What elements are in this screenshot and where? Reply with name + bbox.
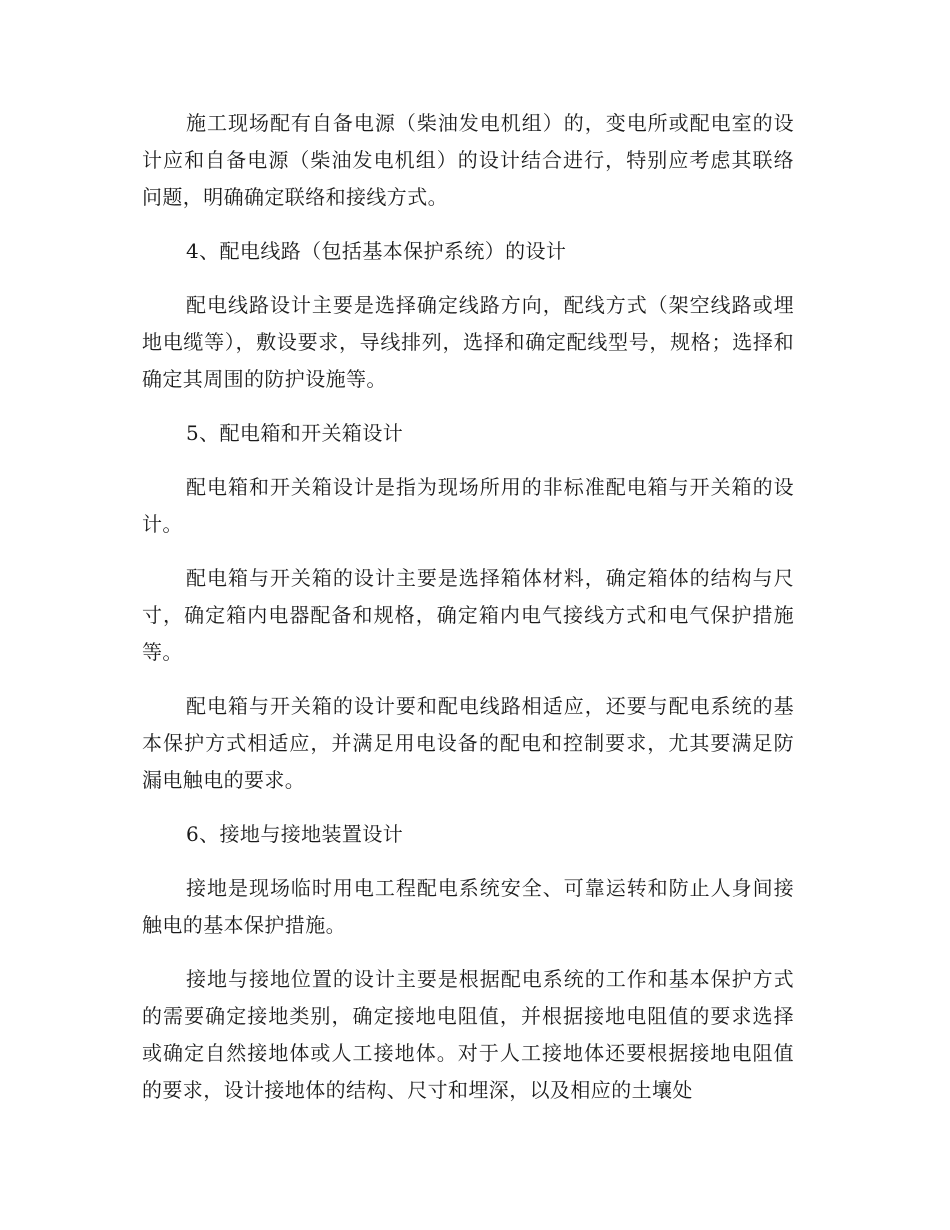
section-heading-4: 4、配电线路（包括基本保护系统）的设计 <box>186 239 567 263</box>
paragraph-backup-power: 施工现场配有自备电源（柴油发电机组）的，变电所或配电室的设计应和自备电源（柴油发电机组）的设计结合进行，特别应考虑其联络问题，明确确定联络和接线方式。 <box>142 111 794 209</box>
paragraph-box-design-requirements: 配电箱与开关箱的设计要和配电线路相适应，还要与配电系统的基本保护方式相适应，并满足用电设备的配电和控制要求，尤其要满足防漏电触电的要求。 <box>142 694 794 792</box>
paragraph-grounding-design: 接地与接地位置的设计主要是根据配电系统的工作和基本保护方式的需要确定接地类别，确定接地电阻值，并根据接地电阻值的要求选择或确定自然接地体或人工接地体。对于人工接地体还要根据接地电阻值的要求，设计接地体的结构、尺寸和埋深，以及相应的土壤处 <box>142 967 794 1102</box>
section-heading-6: 6、接地与接地装置设计 <box>186 822 404 846</box>
paragraph-grounding-definition: 接地是现场临时用电工程配电系统安全、可靠运转和防止人身间接触电的基本保护措施。 <box>142 876 794 937</box>
document-page <box>142 105 794 1126</box>
paragraph-box-design-definition: 配电箱和开关箱设计是指为现场所用的非标准配电箱与开关箱的设计。 <box>142 475 794 536</box>
paragraph-line-design: 配电线路设计主要是选择确定线路方向，配线方式（架空线路或埋地电缆等），敷设要求，导线排列，选择和确定配线型号，规格；选择和确定其周围的防护设施等。 <box>142 293 794 391</box>
paragraph-box-design-content: 配电箱与开关箱的设计主要是选择箱体材料，确定箱体的结构与尺寸，确定箱内电器配备和规格，确定箱内电气接线方式和电气保护措施等。 <box>142 566 794 664</box>
section-heading-5: 5、配电箱和开关箱设计 <box>186 421 404 445</box>
